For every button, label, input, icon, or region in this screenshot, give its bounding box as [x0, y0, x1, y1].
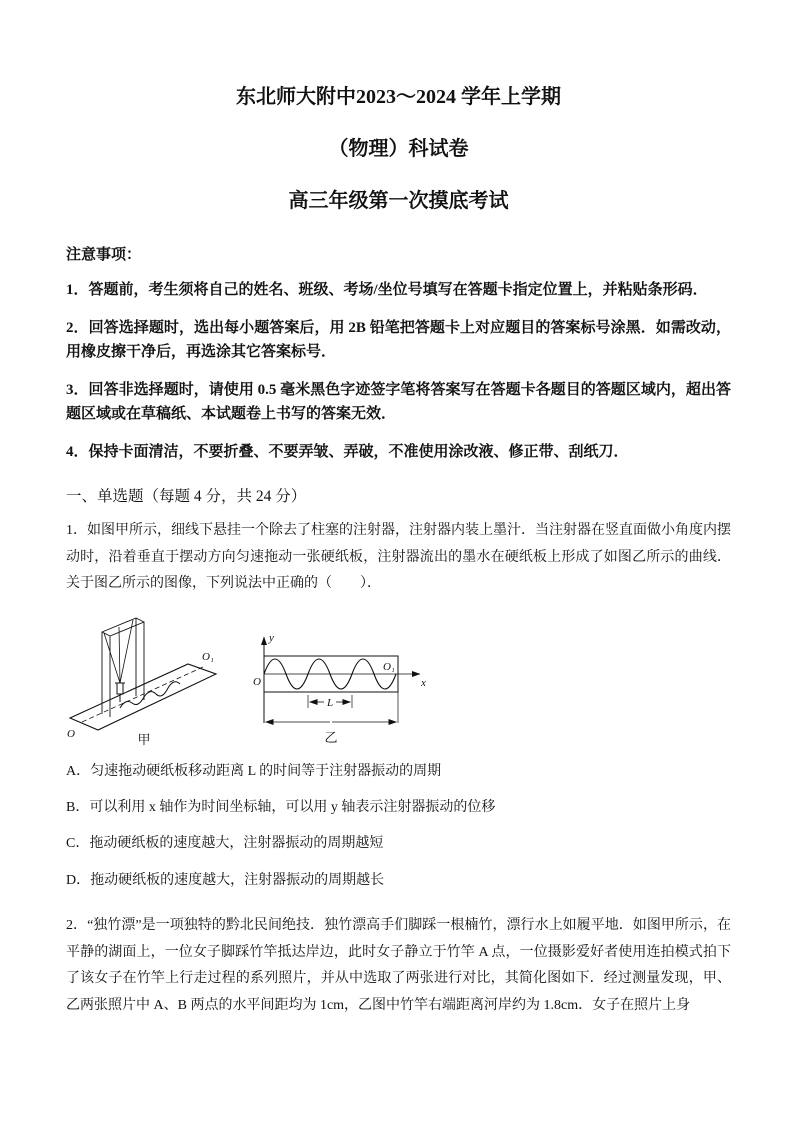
question-1-option-a: A．匀速拖动硬纸板移动距离 L 的时间等于注射器振动的周期: [66, 763, 442, 779]
question-1-text: 1．如图甲所示，细线下悬挂一个除去了柱塞的注射器，注射器内装上墨汁．当注射器在竖直面做小角度内摆动时，沿着垂直于摆动方向匀速拖动一张硬纸板，注射器流出的墨水在硬纸板上形成了如图乙所示的曲线．关于图乙所示的图像，下列说法中正确的（ ）．: [66, 523, 731, 592]
question-1-option-d: D．拖动硬纸板的速度越大，注射器振动的周期越长: [66, 872, 385, 888]
notes-heading: 注意事项：: [66, 247, 142, 263]
question-1-option-b: B．可以利用 x 轴作为时间坐标轴，可以用 y 轴表示注射器振动的位移: [66, 800, 496, 816]
length-L-label: L: [326, 696, 334, 709]
graph-drawing: [264, 637, 420, 723]
section-heading: 一、单选题（每题 4 分，共 24 分）: [66, 488, 307, 505]
figure-jia-caption: 甲: [137, 731, 151, 746]
point-O1-label: O₁: [202, 650, 214, 663]
cardboard: [70, 664, 216, 730]
apparatus-drawing: [70, 618, 216, 730]
question-2-text: 2．“独竹漂”是一项独特的黔北民间绝技．独竹漂高手们脚踩一根楠竹，漂行水上如履平地．如图甲所示，在平静的湖面上，一位女子脚踩竹竿抵达岸边，此时女子静立于竹竿 A 点，一位摄影爱好者使用连拍模式拍下了该女子在竹竿上行走过程的系列照片，并从中选取了两张进行对比，其简化图如下．经过测量发现，甲、乙两张照片中 A、B 两点的水平间距均为 1cm，乙图中竹竿右端距离河岸约为 1.8cm．女子在照片上身: [66, 917, 731, 1013]
string: [104, 633, 120, 683]
origin-O-label: O: [253, 675, 261, 688]
origin-O-label: O: [67, 727, 75, 740]
figure-yi-caption: 乙: [324, 729, 338, 745]
board-centerline: [82, 667, 203, 722]
figure-jia-diagram: [66, 606, 234, 746]
string: [119, 627, 120, 683]
syringe: [117, 683, 123, 694]
point-O1-label: O₁: [383, 660, 395, 673]
figure-yi-diagram: [250, 628, 432, 746]
paper-title-line2: （物理）科试卷: [328, 138, 469, 160]
note-item-3: 3．回答非选择题时，请使用 0.5 毫米黑色字迹签字笔将答案写在答题卡各题目的答题区域内，超出答题区域或在草稿纸、本试题卷上书写的答案无效．: [66, 382, 731, 422]
paper-title-line1: 东北师大附中2023～2024 学年上学期: [236, 86, 561, 108]
question-1-option-c: C．拖动硬纸板的速度越大，注射器振动的周期越短: [66, 836, 384, 852]
paper-title-line3: 高三年级第一次摸底考试: [288, 190, 509, 212]
x-axis-label: x: [421, 676, 426, 689]
note-item-1: 1．答题前，考生须将自己的姓名、班级、考场/坐位号填写在答题卡指定位置上，并粘贴条形码．: [66, 282, 708, 298]
question-1-figures: [66, 606, 731, 746]
note-item-2: 2．回答选择题时，选出每小题答案后，用 2B 铅笔把答题卡上对应题目的答案标号涂黑．如需改动，用橡皮擦干净后，再选涂其它答案标号．: [66, 320, 731, 360]
note-item-4: 4．保持卡面清洁，不要折叠、不要弄皱、弄破，不准使用涂改液、修正带、刮纸刀．: [66, 444, 629, 460]
y-axis-label: y: [269, 631, 274, 644]
frame-back: [110, 622, 144, 717]
